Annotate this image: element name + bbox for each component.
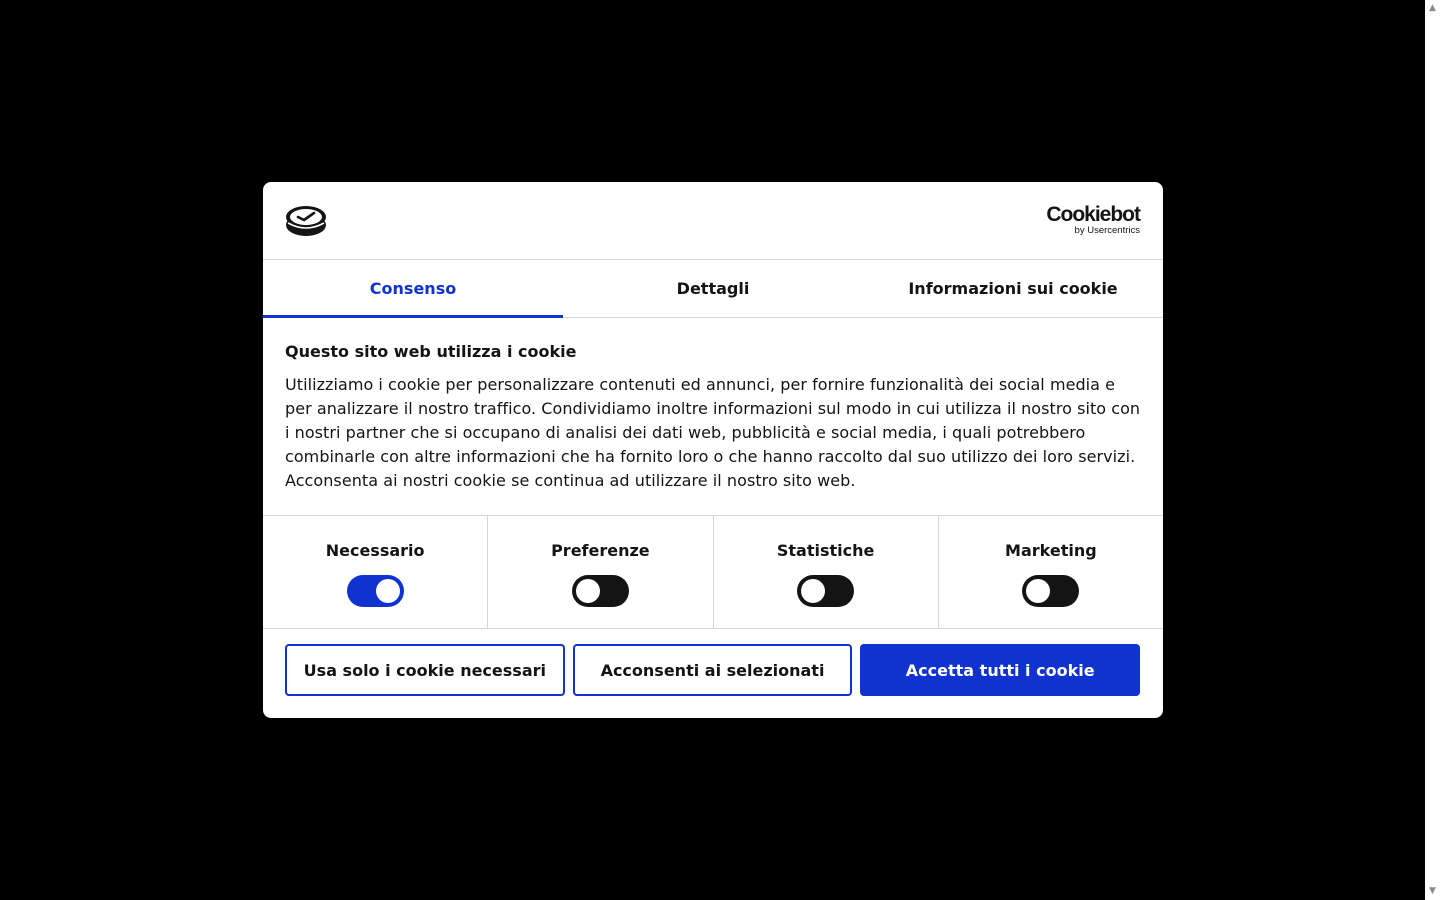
necessary-toggle[interactable] [347,575,404,607]
cookiebot-wordmark-sub: by Usercentrics [1074,225,1140,236]
allow-selected-button[interactable]: Acconsenti ai selezionati [573,644,853,696]
consent-description: Utilizziamo i cookie per personalizzare contenuti ed annunci, per fornire funzionalità dei social media e per analizzare il nostro traffico. Condividiamo inoltre informazioni sul modo in cui utilizza il nostro sito con i nostri partner che si occupano di analisi dei dati web, pubblicità e social media, i quali potrebbero combinarle con altre informazioni che ha fornito loro o che hanno raccolto dal suo utilizzo dei loro servizi. Acconsenta ai nostri cookie se continua ad utilizzare il nostro sito web. [285,375,1141,490]
marketing-toggle[interactable] [1022,575,1079,607]
category-statistics [714,516,939,628]
category-label: Necessario [325,541,425,560]
toggle-knob [801,579,825,603]
dialog-header [263,182,1163,260]
tab-about-cookies[interactable]: Informazioni sui cookie [908,279,1118,298]
cookie-check-icon [285,204,327,237]
category-label: Statistiche [776,541,875,560]
cookie-consent-dialog [263,182,1163,718]
tab-details[interactable]: Dettagli [676,279,750,298]
cookiebot-wordmark: Cookiebot [1046,203,1140,226]
consent-title: Questo sito web utilizza i cookie [285,342,577,361]
category-toggles [263,516,1163,629]
scroll-down-icon[interactable]: ▼ [1429,885,1436,896]
accept-all-button[interactable]: Accetta tutti i cookie [860,644,1140,696]
category-label: Marketing [1005,541,1097,560]
preferences-toggle[interactable] [572,575,629,607]
toggle-knob [376,579,400,603]
tab-consent[interactable]: Consenso [263,260,563,317]
cookiebot-logo[interactable] [1038,204,1140,236]
category-marketing [939,516,1163,628]
category-label: Preferenze [551,541,650,560]
consent-content [263,318,1163,516]
category-necessary [263,516,488,628]
toggle-knob [576,579,600,603]
category-preferences [488,516,713,628]
toggle-knob [1026,579,1050,603]
statistics-toggle[interactable] [797,575,854,607]
action-buttons [263,629,1163,696]
tab-bar [263,260,1163,318]
scroll-up-icon[interactable]: ▲ [1429,2,1436,13]
vertical-scrollbar[interactable] [1425,0,1440,900]
necessary-only-button[interactable]: Usa solo i cookie necessari [285,644,565,696]
